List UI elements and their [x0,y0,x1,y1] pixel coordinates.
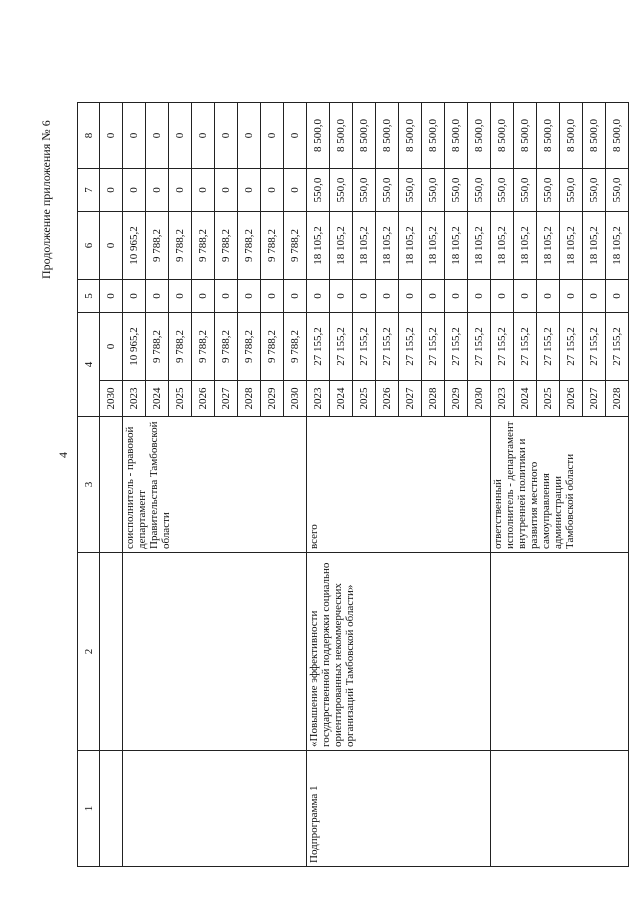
page-number: 4 [56,452,70,458]
total-cell: 9 788,2 [169,313,192,381]
year-cell: 2026 [192,381,215,417]
extrabudgetary-cell: 0 [284,103,307,169]
total-cell: 27 155,2 [422,313,445,381]
total-cell: 27 155,2 [537,313,560,381]
local-budget-cell: 550,0 [537,169,560,212]
federal-budget-cell: 0 [514,280,537,313]
total-cell: 27 155,2 [307,313,330,381]
year-cell: 2024 [146,381,169,417]
federal-budget-cell: 0 [100,280,123,313]
local-budget-cell: 550,0 [353,169,376,212]
total-cell: 27 155,2 [583,313,606,381]
table-row [491,103,514,867]
regional-budget-cell: 18 105,2 [422,212,445,280]
local-budget-cell: 550,0 [307,169,330,212]
regional-budget-cell: 18 105,2 [560,212,583,280]
federal-budget-cell: 0 [123,280,146,313]
executor-cell [100,417,123,553]
program-title-cell [491,553,629,751]
regional-budget-cell: 18 105,2 [353,212,376,280]
budget-table [77,102,629,867]
extrabudgetary-cell: 8 500,0 [399,103,422,169]
local-budget-cell: 550,0 [514,169,537,212]
total-cell: 0 [100,313,123,381]
regional-budget-cell: 0 [100,212,123,280]
regional-budget-cell: 9 788,2 [146,212,169,280]
local-budget-cell: 550,0 [445,169,468,212]
local-budget-cell: 0 [169,169,192,212]
extrabudgetary-cell: 0 [192,103,215,169]
regional-budget-cell: 18 105,2 [491,212,514,280]
local-budget-cell: 0 [284,169,307,212]
year-cell: 2023 [307,381,330,417]
program-name-cell [491,751,629,867]
year-cell: 2025 [353,381,376,417]
federal-budget-cell: 0 [376,280,399,313]
extrabudgetary-cell: 8 500,0 [353,103,376,169]
local-budget-cell: 0 [192,169,215,212]
local-budget-cell: 550,0 [560,169,583,212]
table-row [100,103,123,867]
executor-cell: ответственный исполнитель - департамент внутренней политики и развития местного самоуправления администрации Тамбовской области [491,417,629,553]
regional-budget-cell: 18 105,2 [514,212,537,280]
federal-budget-cell: 0 [445,280,468,313]
col-header-4: 4 [78,313,100,417]
year-cell: 2026 [376,381,399,417]
col-header-2: 2 [78,553,100,751]
federal-budget-cell: 0 [353,280,376,313]
year-cell: 2030 [100,381,123,417]
program-title-cell: «Повышение эффективности государственной поддержки социально ориентированных некоммерческих организаций Тамбовской области» [307,553,491,751]
executor-cell: соисполнитель - правовой департамент Правительства Тамбовской области [123,417,307,553]
extrabudgetary-cell: 8 500,0 [606,103,629,169]
column-number-row [78,103,100,867]
federal-budget-cell: 0 [169,280,192,313]
local-budget-cell: 0 [261,169,284,212]
total-cell: 10 965,2 [123,313,146,381]
total-cell: 27 155,2 [606,313,629,381]
federal-budget-cell: 0 [468,280,491,313]
total-cell: 27 155,2 [330,313,353,381]
total-cell: 27 155,2 [560,313,583,381]
total-cell: 9 788,2 [146,313,169,381]
federal-budget-cell: 0 [307,280,330,313]
col-header-3: 3 [78,417,100,553]
regional-budget-cell: 18 105,2 [606,212,629,280]
local-budget-cell: 0 [146,169,169,212]
extrabudgetary-cell: 8 500,0 [583,103,606,169]
local-budget-cell: 550,0 [399,169,422,212]
regional-budget-cell: 9 788,2 [192,212,215,280]
extrabudgetary-cell: 0 [238,103,261,169]
federal-budget-cell: 0 [215,280,238,313]
local-budget-cell: 0 [238,169,261,212]
year-cell: 2027 [399,381,422,417]
executor-cell: всего [307,417,491,553]
program-name-cell: Подпрограмма 1 [307,751,491,867]
table-row [123,103,146,867]
local-budget-cell: 0 [123,169,146,212]
local-budget-cell: 0 [215,169,238,212]
regional-budget-cell: 18 105,2 [445,212,468,280]
regional-budget-cell: 18 105,2 [399,212,422,280]
table-row [307,103,330,867]
total-cell: 27 155,2 [514,313,537,381]
regional-budget-cell: 9 788,2 [215,212,238,280]
federal-budget-cell: 0 [330,280,353,313]
year-cell: 2024 [514,381,537,417]
total-cell: 9 788,2 [215,313,238,381]
year-cell: 2030 [284,381,307,417]
year-cell: 2030 [468,381,491,417]
year-cell: 2025 [537,381,560,417]
year-cell: 2027 [215,381,238,417]
program-name-cell [100,751,123,867]
total-cell: 27 155,2 [353,313,376,381]
appendix-title: Продолжение приложения № 6 [39,120,53,279]
extrabudgetary-cell: 8 500,0 [330,103,353,169]
extrabudgetary-cell: 8 500,0 [491,103,514,169]
federal-budget-cell: 0 [399,280,422,313]
regional-budget-cell: 18 105,2 [376,212,399,280]
col-header-8: 8 [78,103,100,169]
extrabudgetary-cell: 0 [261,103,284,169]
year-cell: 2028 [606,381,629,417]
regional-budget-cell: 10 965,2 [123,212,146,280]
regional-budget-cell: 9 788,2 [169,212,192,280]
regional-budget-cell: 18 105,2 [307,212,330,280]
total-cell: 27 155,2 [445,313,468,381]
regional-budget-cell: 9 788,2 [284,212,307,280]
federal-budget-cell: 0 [422,280,445,313]
col-header-1: 1 [78,751,100,867]
local-budget-cell: 550,0 [468,169,491,212]
local-budget-cell: 550,0 [422,169,445,212]
year-cell: 2023 [123,381,146,417]
regional-budget-cell: 18 105,2 [330,212,353,280]
total-cell: 9 788,2 [261,313,284,381]
year-cell: 2024 [330,381,353,417]
extrabudgetary-cell: 8 500,0 [376,103,399,169]
total-cell: 27 155,2 [399,313,422,381]
federal-budget-cell: 0 [491,280,514,313]
extrabudgetary-cell: 8 500,0 [468,103,491,169]
federal-budget-cell: 0 [583,280,606,313]
extrabudgetary-cell: 0 [100,103,123,169]
federal-budget-cell: 0 [146,280,169,313]
year-cell: 2025 [169,381,192,417]
extrabudgetary-cell: 0 [215,103,238,169]
regional-budget-cell: 18 105,2 [583,212,606,280]
federal-budget-cell: 0 [560,280,583,313]
local-budget-cell: 550,0 [491,169,514,212]
col-header-7: 7 [78,169,100,212]
federal-budget-cell: 0 [192,280,215,313]
year-cell: 2029 [261,381,284,417]
program-title-cell [123,553,307,751]
year-cell: 2029 [445,381,468,417]
year-cell: 2026 [560,381,583,417]
extrabudgetary-cell: 8 500,0 [514,103,537,169]
federal-budget-cell: 0 [284,280,307,313]
total-cell: 9 788,2 [238,313,261,381]
local-budget-cell: 550,0 [606,169,629,212]
extrabudgetary-cell: 8 500,0 [560,103,583,169]
total-cell: 27 155,2 [468,313,491,381]
total-cell: 27 155,2 [376,313,399,381]
program-title-cell [100,553,123,751]
extrabudgetary-cell: 8 500,0 [537,103,560,169]
local-budget-cell: 550,0 [330,169,353,212]
col-header-5: 5 [78,280,100,313]
regional-budget-cell: 18 105,2 [468,212,491,280]
total-cell: 9 788,2 [192,313,215,381]
year-cell: 2027 [583,381,606,417]
year-cell: 2028 [238,381,261,417]
total-cell: 9 788,2 [284,313,307,381]
local-budget-cell: 0 [100,169,123,212]
extrabudgetary-cell: 0 [169,103,192,169]
year-cell: 2028 [422,381,445,417]
extrabudgetary-cell: 0 [123,103,146,169]
total-cell: 27 155,2 [491,313,514,381]
federal-budget-cell: 0 [537,280,560,313]
regional-budget-cell: 9 788,2 [238,212,261,280]
extrabudgetary-cell: 8 500,0 [445,103,468,169]
local-budget-cell: 550,0 [376,169,399,212]
federal-budget-cell: 0 [261,280,284,313]
regional-budget-cell: 9 788,2 [261,212,284,280]
extrabudgetary-cell: 8 500,0 [422,103,445,169]
table-body [100,103,629,867]
extrabudgetary-cell: 8 500,0 [307,103,330,169]
col-header-6: 6 [78,212,100,280]
local-budget-cell: 550,0 [583,169,606,212]
regional-budget-cell: 18 105,2 [537,212,560,280]
program-name-cell [123,751,307,867]
extrabudgetary-cell: 0 [146,103,169,169]
year-cell: 2023 [491,381,514,417]
federal-budget-cell: 0 [238,280,261,313]
federal-budget-cell: 0 [606,280,629,313]
